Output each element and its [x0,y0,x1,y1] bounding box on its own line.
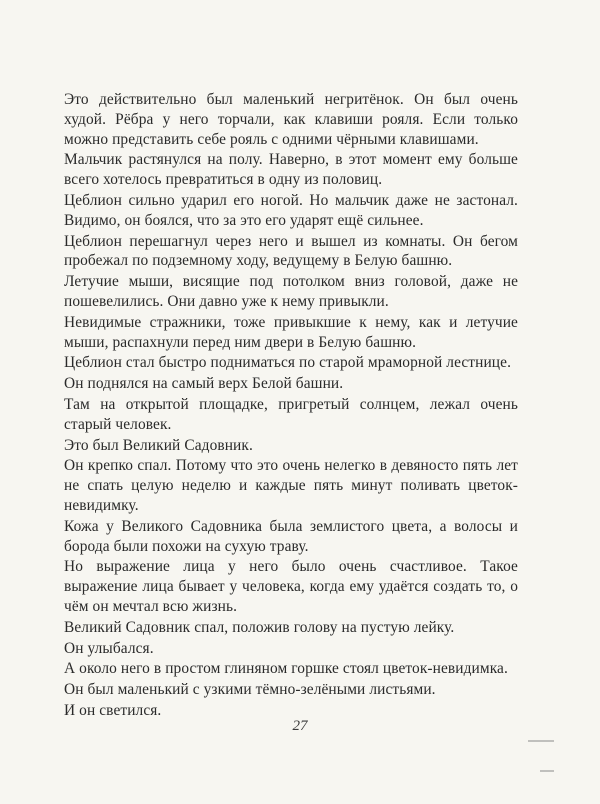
paragraph: Он крепко спал. Потому что это очень нелегко в девяносто пять лет не спать целую неделю и каждые пять минут поливать цветок-невидимку. [64,457,518,514]
scan-artifact [540,770,554,772]
body-text [64,90,518,722]
scan-artifact [528,740,554,742]
paragraph: Там на открытой площадке, пригретый солнцем, лежал очень старый человек. [64,395,518,433]
paragraph: Он поднялся на самый верх Белой башни. [64,375,344,393]
paragraph: Кожа у Великого Садовника была землистого цвета, а волосы и борода были похожи на сухую траву. [64,517,518,555]
paragraph: Он улыбался. [64,639,154,657]
paragraph: Мальчик растянулся на полу. Наверно, в этот момент ему больше всего хотелось превратиться в одну из половиц. [64,151,518,189]
paragraph: А около него в простом глиняном горшке стоял цветок-невидимка. [64,660,508,678]
paragraph: Цеблион стал быстро подниматься по старой мраморной лестнице. [64,354,512,372]
paragraph: Цеблион сильно ударил его ногой. Но мальчик даже не застонал. Видимо, он боялся, что за это его ударят ещё сильнее. [64,191,518,229]
page-number: 27 [292,718,308,734]
paragraph: Невидимые стражники, тоже привыкшие к нему, как и летучие мыши, распахнули перед ним двери в Белую башню. [64,313,518,351]
paragraph: Он был маленький с узкими тёмно-зелёными листьями. [64,681,436,699]
paragraph: Летучие мыши, висящие под потолком вниз головой, даже не пошевелились. Они давно уже к нему привыкли. [64,273,518,310]
paragraph: Но выражение лица у него было очень счастливое. Такое выражение лица бывает у человека, когда ему удаётся создать то, о чём он мечтал всю жизнь. [64,558,518,615]
paragraph: Великий Садовник спал, положив голову на пустую лейку. [64,618,455,636]
paragraph: Это действительно был маленький негритёнок. Он был очень худой. Рёбра у него торчали, как клавиши рояля. Если только можно представить себе рояль с одними чёрными клавишами. [64,91,518,148]
paragraph: И он светился. [64,701,162,719]
paragraph: Это был Великий Садовник. [64,436,253,454]
paragraph: Цеблион перешагнул через него и вышел из комнаты. Он бегом пробежал по подземному ходу, ведущему в Белую башню. [64,232,518,270]
